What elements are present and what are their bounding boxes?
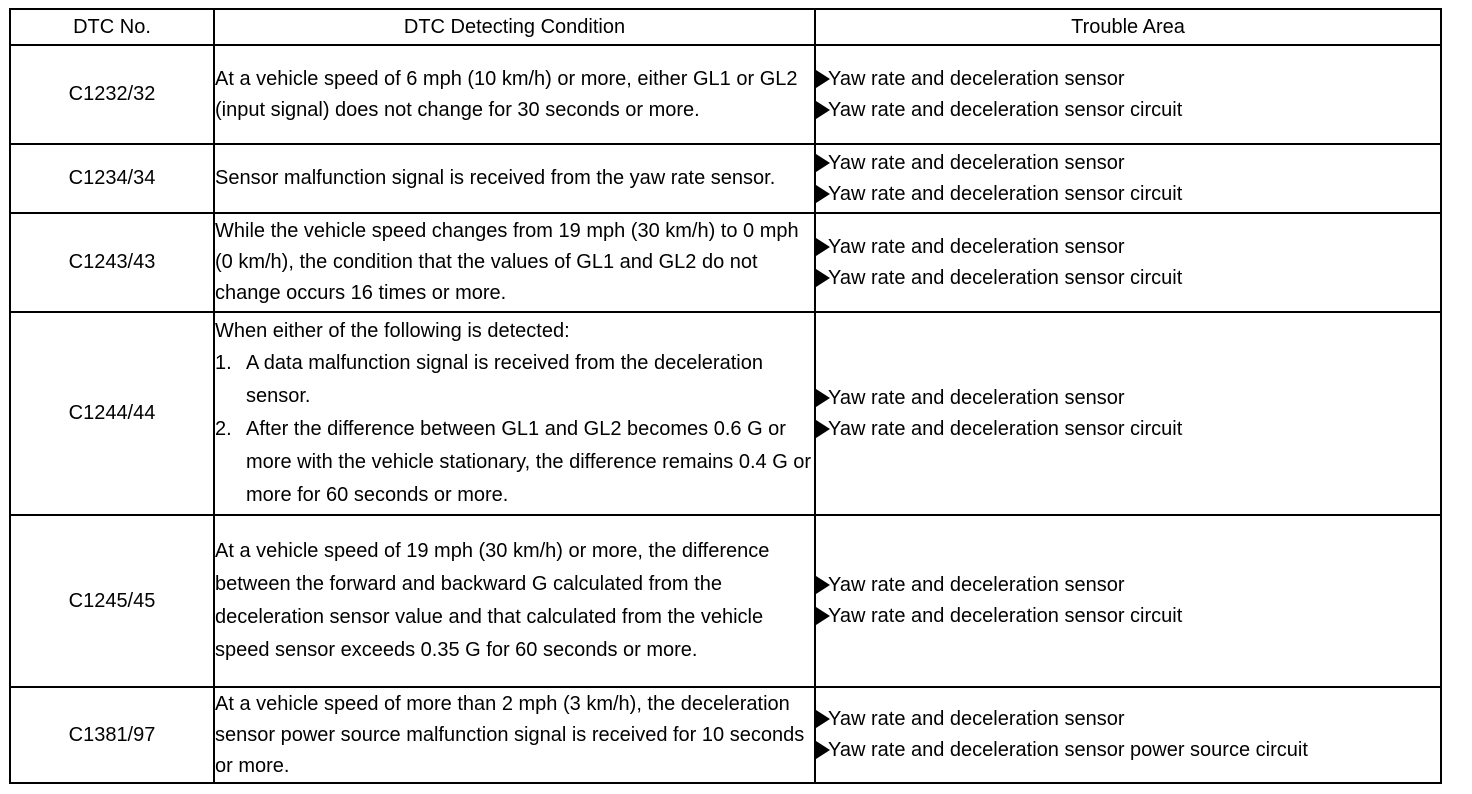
trouble-area-item: Yaw rate and deceleration sensor circuit — [816, 179, 1440, 210]
table-row — [10, 213, 1441, 312]
detecting-condition: At a vehicle speed of 19 mph (30 km/h) or more, the difference between the forward and backward G calculated from the deceleration sensor value and that calculated from the vehicle speed sensor exceeds 0.35 G for 60 seconds or more. — [214, 515, 815, 687]
header-dtc-no: DTC No. — [10, 9, 214, 45]
dtc-code: C1243/43 — [10, 213, 214, 312]
trouble-area — [815, 687, 1441, 783]
trouble-area-item: Yaw rate and deceleration sensor circuit — [816, 263, 1440, 294]
detecting-condition: At a vehicle speed of 6 mph (10 km/h) or more, either GL1 or GL2 (input signal) does not change for 30 seconds or more. — [214, 45, 815, 144]
trouble-area-item: Yaw rate and deceleration sensor — [816, 383, 1440, 414]
trouble-area-item: Yaw rate and deceleration sensor — [816, 704, 1440, 735]
table-row — [10, 687, 1441, 783]
trouble-area-item: Yaw rate and deceleration sensor circuit — [816, 601, 1440, 632]
trouble-area — [815, 45, 1441, 144]
dtc-code: C1381/97 — [10, 687, 214, 783]
trouble-area — [815, 312, 1441, 515]
trouble-area-item: Yaw rate and deceleration sensor — [816, 232, 1440, 263]
condition-intro: When either of the following is detected: — [215, 319, 570, 342]
dtc-code: C1232/32 — [10, 45, 214, 144]
trouble-area — [815, 515, 1441, 687]
dtc-code: C1234/34 — [10, 144, 214, 213]
dtc-table — [9, 8, 1442, 784]
trouble-area — [815, 144, 1441, 213]
dtc-code: C1244/44 — [10, 312, 214, 515]
trouble-area-item: Yaw rate and deceleration sensor — [816, 570, 1440, 601]
detecting-condition: At a vehicle speed of more than 2 mph (3 km/h), the deceleration sensor power source malfunction signal is received for 10 seconds or more. — [214, 687, 815, 783]
table-row — [10, 144, 1441, 213]
header-detecting-condition: DTC Detecting Condition — [214, 9, 815, 45]
condition-list-item: 1. A data malfunction signal is received from the deceleration sensor. — [215, 351, 763, 407]
table-row — [10, 515, 1441, 687]
trouble-area-item: Yaw rate and deceleration sensor — [816, 64, 1440, 95]
detecting-condition — [214, 312, 815, 515]
condition-list-item: 2. After the difference between GL1 and GL2 becomes 0.6 G or more with the vehicle stationary, the difference remains 0.4 G or more for 60 seconds or more. — [215, 417, 812, 506]
table-header-row — [10, 9, 1441, 45]
trouble-area — [815, 213, 1441, 312]
table-row — [10, 45, 1441, 144]
detecting-condition: Sensor malfunction signal is received from the yaw rate sensor. — [214, 144, 815, 213]
detecting-condition: While the vehicle speed changes from 19 mph (30 km/h) to 0 mph (0 km/h), the condition that the values of GL1 and GL2 do not change occurs 16 times or more. — [214, 213, 815, 312]
dtc-code: C1245/45 — [10, 515, 214, 687]
table-row — [10, 312, 1441, 515]
condition-list — [215, 347, 814, 512]
trouble-area-item: Yaw rate and deceleration sensor circuit — [816, 414, 1440, 445]
header-trouble-area: Trouble Area — [815, 9, 1441, 45]
trouble-area-item: Yaw rate and deceleration sensor power source circuit — [816, 735, 1440, 766]
trouble-area-item: Yaw rate and deceleration sensor circuit — [816, 95, 1440, 126]
trouble-area-item: Yaw rate and deceleration sensor — [816, 148, 1440, 179]
